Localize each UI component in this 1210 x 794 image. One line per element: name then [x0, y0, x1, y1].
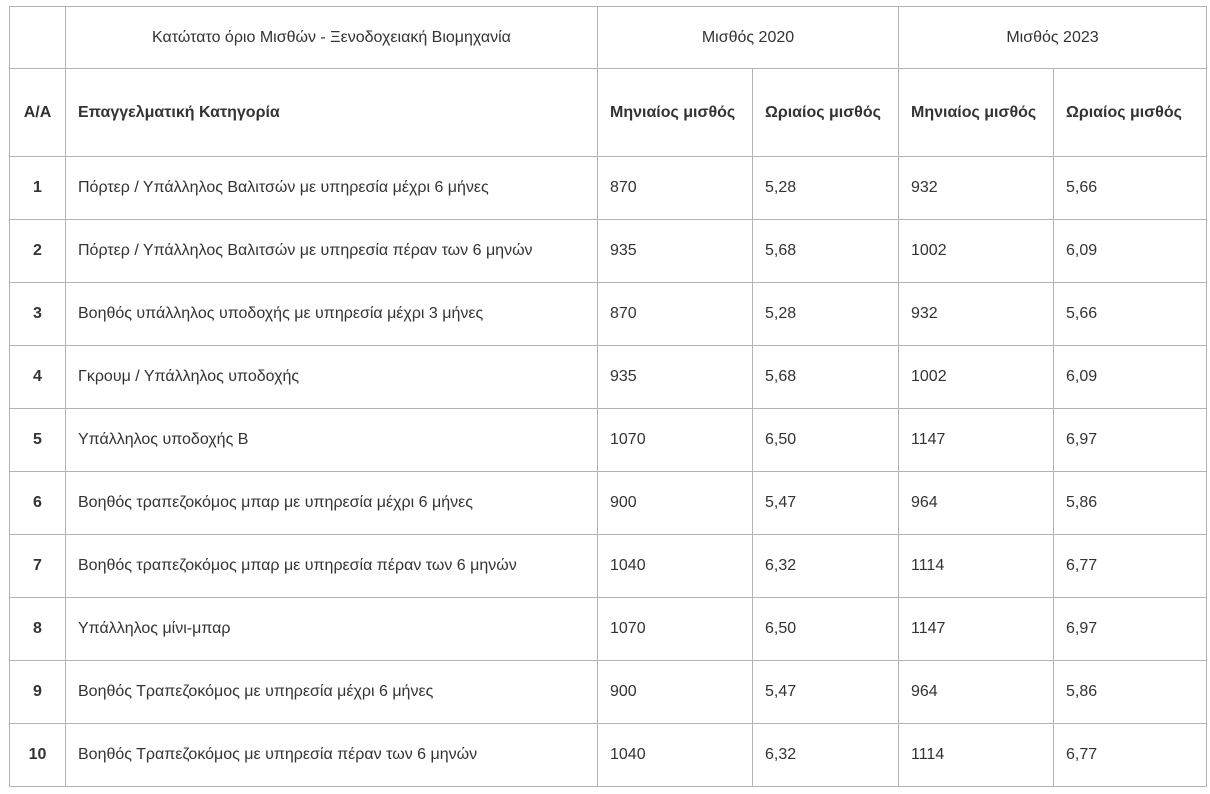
row-number: 3: [10, 283, 66, 346]
row-hourly-2020: 5,68: [753, 220, 899, 283]
row-category: Πόρτερ / Υπάλληλος Βαλιτσών με υπηρεσία μέχρι 6 μήνες: [66, 157, 598, 220]
row-hourly-2020: 5,68: [753, 346, 899, 409]
row-category: Υπάλληλος υποδοχής Β: [66, 409, 598, 472]
column-header-aa: Α/Α: [10, 69, 66, 157]
row-monthly-2020: 900: [598, 661, 753, 724]
row-monthly-2023: 1002: [899, 346, 1054, 409]
row-monthly-2023: 932: [899, 283, 1054, 346]
row-monthly-2023: 964: [899, 661, 1054, 724]
row-category: Βοηθός Τραπεζοκόμος με υπηρεσία μέχρι 6 μήνες: [66, 661, 598, 724]
row-hourly-2020: 6,50: [753, 409, 899, 472]
table-row: [10, 283, 1207, 346]
row-number: 2: [10, 220, 66, 283]
row-number: 7: [10, 535, 66, 598]
row-hourly-2023: 5,86: [1054, 472, 1207, 535]
row-category: Βοηθός τραπεζοκόμος μπαρ με υπηρεσία μέχρι 6 μήνες: [66, 472, 598, 535]
row-monthly-2020: 1040: [598, 535, 753, 598]
column-header-hourly-2020: Ωριαίος μισθός: [753, 69, 899, 157]
row-number: 1: [10, 157, 66, 220]
row-monthly-2023: 1114: [899, 535, 1054, 598]
table-row: [10, 346, 1207, 409]
year-2020-header: Μισθός 2020: [598, 7, 899, 69]
row-hourly-2023: 6,77: [1054, 535, 1207, 598]
table-row: [10, 724, 1207, 787]
column-header-monthly-2020: Μηνιαίος μισθός: [598, 69, 753, 157]
row-category: Βοηθός υπάλληλος υποδοχής με υπηρεσία μέχρι 3 μήνες: [66, 283, 598, 346]
year-2023-header: Μισθός 2023: [899, 7, 1207, 69]
row-hourly-2023: 6,09: [1054, 346, 1207, 409]
row-hourly-2023: 6,97: [1054, 598, 1207, 661]
salary-table: [9, 6, 1207, 787]
row-hourly-2020: 6,32: [753, 535, 899, 598]
table-row: [10, 598, 1207, 661]
table-top-header-row: [10, 7, 1207, 69]
row-hourly-2020: 6,32: [753, 724, 899, 787]
row-category: Γκρουμ / Υπάλληλος υποδοχής: [66, 346, 598, 409]
table-title: Κατώτατο όριο Μισθών - Ξενοδοχειακή Βιομηχανία: [66, 7, 598, 69]
row-monthly-2020: 900: [598, 472, 753, 535]
row-category: Υπάλληλος μίνι-μπαρ: [66, 598, 598, 661]
row-monthly-2020: 935: [598, 346, 753, 409]
row-hourly-2023: 6,77: [1054, 724, 1207, 787]
row-monthly-2023: 1147: [899, 598, 1054, 661]
row-monthly-2020: 1040: [598, 724, 753, 787]
row-hourly-2023: 5,86: [1054, 661, 1207, 724]
table-row: [10, 661, 1207, 724]
row-hourly-2023: 5,66: [1054, 157, 1207, 220]
row-number: 10: [10, 724, 66, 787]
row-monthly-2020: 870: [598, 157, 753, 220]
row-monthly-2023: 1147: [899, 409, 1054, 472]
row-hourly-2020: 5,47: [753, 661, 899, 724]
row-monthly-2023: 1114: [899, 724, 1054, 787]
salary-table-container: [9, 6, 1207, 787]
column-header-category: Επαγγελματική Κατηγορία: [66, 69, 598, 157]
top-header-empty-cell: [10, 7, 66, 69]
row-hourly-2020: 6,50: [753, 598, 899, 661]
row-number: 6: [10, 472, 66, 535]
row-hourly-2023: 6,09: [1054, 220, 1207, 283]
row-monthly-2020: 1070: [598, 598, 753, 661]
row-monthly-2023: 964: [899, 472, 1054, 535]
table-column-header-row: [10, 69, 1207, 157]
table-row: [10, 220, 1207, 283]
row-number: 4: [10, 346, 66, 409]
row-monthly-2020: 935: [598, 220, 753, 283]
row-number: 5: [10, 409, 66, 472]
column-header-hourly-2023: Ωριαίος μισθός: [1054, 69, 1207, 157]
column-header-monthly-2023: Μηνιαίος μισθός: [899, 69, 1054, 157]
row-monthly-2020: 870: [598, 283, 753, 346]
row-monthly-2023: 932: [899, 157, 1054, 220]
row-monthly-2020: 1070: [598, 409, 753, 472]
row-hourly-2020: 5,47: [753, 472, 899, 535]
row-hourly-2020: 5,28: [753, 157, 899, 220]
row-category: Βοηθός τραπεζοκόμος μπαρ με υπηρεσία πέραν των 6 μηνών: [66, 535, 598, 598]
row-hourly-2020: 5,28: [753, 283, 899, 346]
row-monthly-2023: 1002: [899, 220, 1054, 283]
row-hourly-2023: 6,97: [1054, 409, 1207, 472]
row-number: 8: [10, 598, 66, 661]
row-hourly-2023: 5,66: [1054, 283, 1207, 346]
row-category: Βοηθός Τραπεζοκόμος με υπηρεσία πέραν των 6 μηνών: [66, 724, 598, 787]
row-category: Πόρτερ / Υπάλληλος Βαλιτσών με υπηρεσία πέραν των 6 μηνών: [66, 220, 598, 283]
table-row: [10, 409, 1207, 472]
table-row: [10, 157, 1207, 220]
row-number: 9: [10, 661, 66, 724]
table-row: [10, 535, 1207, 598]
table-row: [10, 472, 1207, 535]
